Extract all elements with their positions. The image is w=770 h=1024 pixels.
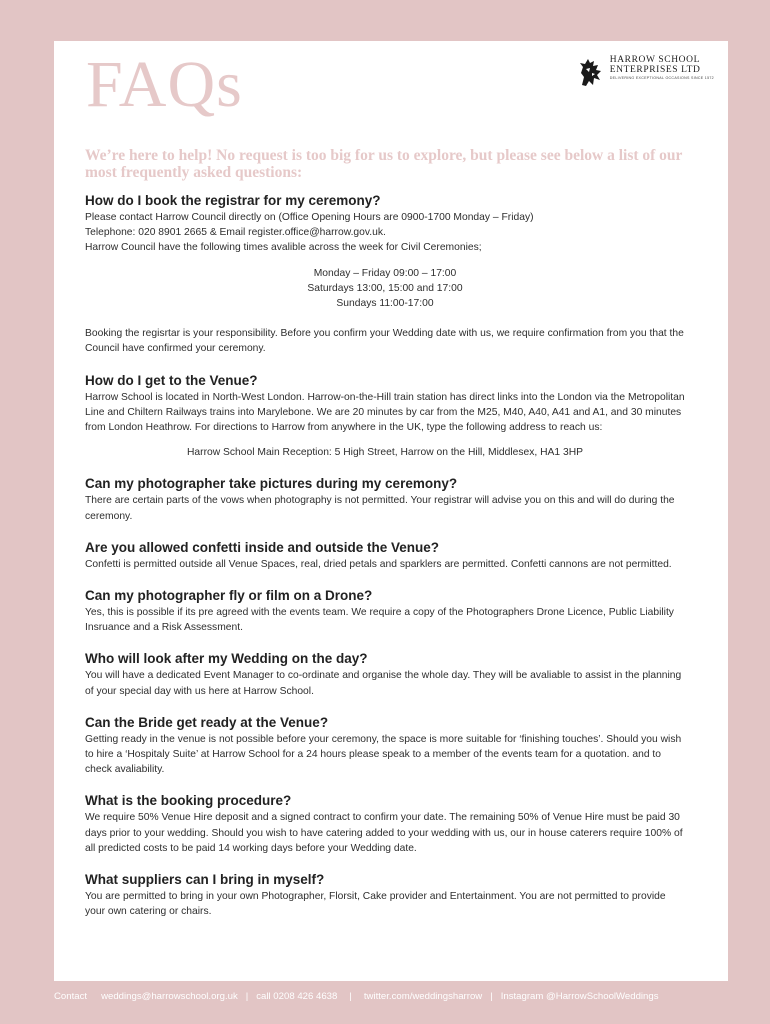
venue-address: Harrow School Main Reception: 5 High Street, Harrow on the Hill, Middlesex, HA1 3HP <box>186 447 584 459</box>
footer-phone: call 0208 426 4638 <box>256 991 338 1002</box>
faq-answer: You are permitted to bring in your own Photographer, Florsit, Cake provider and Entertainment. You are not permitted to provide your own catering or chairs. <box>85 891 666 918</box>
footer-separator: | <box>245 991 249 1002</box>
ceremony-times-line: Monday – Friday 09:00 – 17:00 <box>313 267 457 279</box>
faq-answer: Booking the regisrtar is your responsibility. Before you confirm your Wedding date with us, we require confirmation from you that the Council have confirmed your ceremony. <box>85 328 684 355</box>
faq-question: Can my photographer take pictures during my ceremony? <box>85 476 458 492</box>
faq-item <box>85 650 685 698</box>
faq-question: What is the booking procedure? <box>85 793 292 809</box>
intro-text: We’re here to help! No request is too big for us to explore, but please see below a list of our most frequently asked questions: <box>85 147 683 181</box>
faq-answer: You will have a dedicated Event Manager to co-ordinate and organise the whole day. They will be avaliable to assist in the planning of your special day with us here at Harrow School. <box>85 670 682 697</box>
faq-answer: Harrow School is located in North-West London. Harrow-on-the-Hill train station has direct links into the London via the Metropolitan Line and Chiltern Railways trains into Marylebone. We are 20 minutes by car from the M25, M40, A40, A41 and A1, and 30 minutes from London Heathrow. For directions to Harrow from anywhere in the UK, type the following address to reach us: <box>85 391 685 434</box>
faq-question: Can the Bride get ready at the Venue? <box>85 714 329 730</box>
ceremony-times-line: Sundays 11:00-17:00 <box>336 298 434 310</box>
faq-item <box>85 871 685 919</box>
footer-contact-label: Contact <box>54 991 88 1002</box>
logo-name-line1: HARROW SCHOOL <box>609 55 700 65</box>
faq-question: Are you allowed confetti inside and outside the Venue? <box>85 539 440 555</box>
faq-question: How do I get to the Venue? <box>85 372 258 388</box>
faq-answer-line: Harrow Council have the following times avalible across the week for Civil Ceremonies; <box>85 242 482 254</box>
faq-item <box>85 792 685 856</box>
faq-answer-line: Please contact Harrow Council directly on (Office Opening Hours are 0900-1700 Monday – Friday) <box>85 212 534 223</box>
page-title: FAQs <box>86 48 243 121</box>
faq-answer: There are certain parts of the vows when photography is not permitted. Your registrar will advise you on this and will do during the ceremony. <box>85 495 675 522</box>
ceremony-times-line: Saturdays 13:00, 15:00 and 17:00 <box>307 282 463 294</box>
logo <box>576 55 714 89</box>
logo-tagline: DELIVERING EXCEPTIONAL OCCASIONS SINCE 1572 <box>609 76 714 80</box>
faq-question: How do I book the registrar for my ceremony? <box>85 193 381 208</box>
footer-instagram-link[interactable]: Instagram @HarrowSchoolWeddings <box>500 991 659 1002</box>
faq-item <box>85 539 685 572</box>
lion-crest-icon <box>576 55 606 89</box>
faq-answer: Yes, this is possible if its pre agreed with the events team. We require a copy of the Photographers Drone Licence, Public Liability Insruance and a Risk Assessment. <box>85 607 674 634</box>
faq-question: Who will look after my Wedding on the day? <box>85 651 368 667</box>
footer-twitter-link[interactable]: twitter.com/weddingsharrow <box>363 991 483 1002</box>
faq-answer: Confetti is permitted outside all Venue Spaces, real, dried petals and sparklers are permitted. Confetti cannons are not permitted. <box>85 558 672 570</box>
faq-list <box>85 192 685 934</box>
footer-email-link[interactable]: weddings@harrowschool.org.uk <box>101 991 238 1002</box>
faq-item <box>85 372 685 461</box>
faq-page <box>54 41 728 981</box>
faq-question: What suppliers can I bring in myself? <box>85 872 325 888</box>
footer-contact-bar <box>54 991 728 1002</box>
faq-item <box>85 587 685 635</box>
footer-separator: | <box>349 991 352 1002</box>
faq-answer-line: Telephone: 020 8901 2665 & Email register.office@harrow.gov.uk. <box>85 227 386 239</box>
footer-separator: | <box>490 991 493 1002</box>
faq-question: Can my photographer fly or film on a Drone? <box>85 588 373 604</box>
faq-item <box>85 714 685 778</box>
faq-answer: We require 50% Venue Hire deposit and a signed contract to confirm your date. The remaining 50% of Venue Hire must be paid 30 days prior to your wedding. Should you wish to have catering added to your wedding with us, our in house caterers require 100% of all predicted costs to be paid 14 working days before your Wedding date. <box>85 812 683 854</box>
logo-name-line2: ENTERPRISES LTD <box>609 65 701 75</box>
faq-answer: Getting ready in the venue is not possible before your ceremony, the space is more suitable for ‘finishing touches’. Should you wish to hire a ‘Hospitaly Suite’ at Harrow School for a 24 hours please speak to a member of the events team for a quotation. and to check avaliability. <box>85 733 682 776</box>
faq-item <box>85 192 685 357</box>
faq-item <box>85 475 685 523</box>
